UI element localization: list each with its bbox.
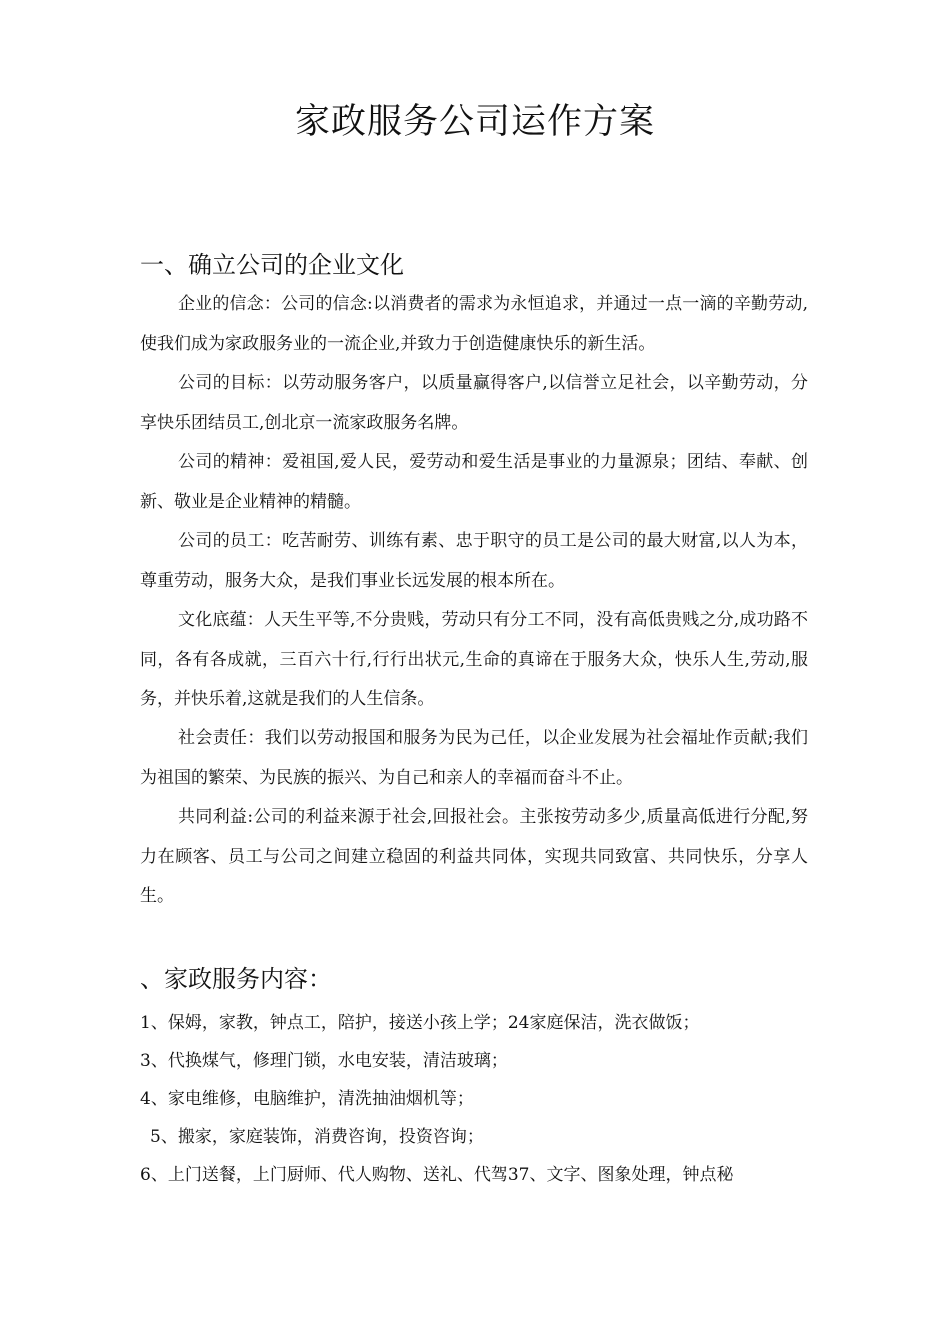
list-item: 1、保姆，家教，钟点工，陪护，接送小孩上学；24家庭保洁，洗衣做饭； (140, 1013, 700, 1033)
paragraph-goal: 公司的目标：以劳动服务客户，以质量赢得客户,以信誉立足社会，以辛勤劳动，分享快乐团结员工,创北京一流家政服务名牌。 (140, 373, 808, 433)
paragraph-social-responsibility: 社会责任：我们以劳动报国和服务为民为己任，以企业发展为社会福址作贡献;我们为祖国的繁荣、为民族的振兴、为自己和亲人的幸福而奋斗不止。 (140, 728, 808, 788)
paragraph-staff: 公司的员工：吃苦耐劳、训练有素、忠于职守的员工是公司的最大财富,以人为本，尊重劳动，服务大众，是我们事业长远发展的根本所在。 (140, 531, 808, 591)
paragraph-belief: 企业的信念：公司的信念:以消费者的需求为永恒追求，并通过一点一滴的辛勤劳动,使我们成为家政服务业的一流企业,并致力于创造健康快乐的新生活。 (140, 294, 808, 354)
paragraph-common-interest: 共同利益:公司的利益来源于社会,回报社会。主张按劳动多少,质量高低进行分配,努力在顾客、员工与公司之间建立稳固的利益共同体，实现共同致富、共同快乐，分享人生。 (140, 807, 808, 906)
document-title: 家政服务公司运作方案 (294, 102, 655, 142)
section-heading-corporate-culture: 一、确立公司的企业文化 (140, 251, 404, 279)
list-item: 6、上门送餐，上门厨师、代人购物、送礼、代驾37、文字、图象处理，钟点秘 (140, 1165, 734, 1185)
paragraph-culture-heritage: 文化底蕴：人天生平等,不分贵贱，劳动只有分工不同，没有高低贵贱之分,成功路不同，各有各成就，三百六十行,行行出状元,生命的真谛在于服务大众，快乐人生,劳动,服务，并快乐着,这就是我们的人生信条。 (140, 610, 808, 709)
list-item: 3、代换煤气，修理门锁，水电安装，清洁玻璃； (140, 1051, 508, 1071)
list-item: 4、家电维修，电脑维护，清洗抽油烟机等； (140, 1089, 474, 1109)
list-item: 5、搬家，家庭装饰，消费咨询，投资咨询； (150, 1127, 484, 1147)
service-list (140, 1004, 808, 1194)
paragraph-spirit: 公司的精神：爱祖国,爱人民，爱劳动和爱生活是事业的力量源泉；团结、奉献、创新、敬业是企业精神的精髓。 (140, 452, 808, 512)
section-heading-service-content: 、家政服务内容： (140, 965, 332, 993)
